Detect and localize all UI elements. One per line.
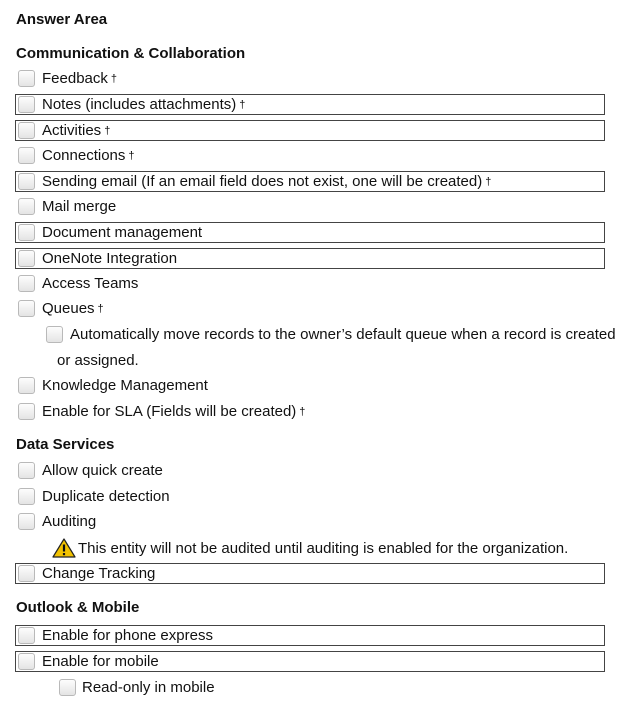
option-enable-mobile[interactable] — [15, 651, 605, 672]
readonly-mobile-label: Read-only in mobile — [82, 679, 215, 696]
feedback-checkbox[interactable] — [18, 70, 35, 87]
mail-merge-checkbox[interactable] — [18, 198, 35, 215]
connections-checkbox[interactable] — [18, 147, 35, 164]
allow-quick-create-checkbox[interactable] — [18, 462, 35, 479]
answer-area-title: Answer Area — [16, 11, 108, 28]
notes-checkbox[interactable] — [18, 96, 35, 113]
option-mail-merge[interactable] — [15, 197, 605, 218]
readonly-mobile-checkbox[interactable] — [59, 679, 76, 696]
option-activities[interactable] — [15, 120, 605, 141]
phone-express-checkbox[interactable] — [18, 627, 35, 644]
option-onenote[interactable] — [15, 248, 605, 269]
option-auditing[interactable] — [15, 512, 605, 533]
enable-sla-label: Enable for SLA (Fields will be created) — [42, 403, 297, 420]
document-management-label: Document management — [42, 224, 203, 241]
option-connections[interactable] — [15, 146, 605, 167]
auditing-label: Auditing — [42, 513, 97, 530]
change-tracking-label: Change Tracking — [42, 565, 156, 582]
access-teams-label: Access Teams — [42, 275, 139, 292]
sending-email-label: Sending email (If an email field does not exist, one will be created) — [42, 173, 483, 190]
auditing-checkbox[interactable] — [18, 513, 35, 530]
sending-email-checkbox[interactable] — [18, 173, 35, 190]
enable-sla-checkbox[interactable] — [18, 403, 35, 420]
section-data-services: Data Services — [16, 436, 115, 453]
queues-label: Queues — [42, 300, 95, 317]
option-sending-email[interactable] — [15, 171, 605, 192]
dagger-mark: † — [97, 303, 104, 315]
notes-label: Notes (includes attachments) — [42, 96, 237, 113]
connections-label: Connections — [42, 147, 126, 164]
option-queues[interactable] — [15, 299, 605, 320]
option-document-management[interactable] — [15, 222, 605, 243]
enable-mobile-label: Enable for mobile — [42, 653, 159, 670]
knowledge-management-label: Knowledge Management — [42, 377, 208, 394]
section-outlook-mobile: Outlook & Mobile — [16, 599, 140, 616]
option-notes[interactable] — [15, 94, 605, 115]
audit-warning-text: This entity will not be audited until auditing is enabled for the organization. — [78, 540, 569, 557]
dagger-mark: † — [299, 406, 306, 418]
activities-label: Activities — [42, 122, 102, 139]
auto-move-label-line2: or assigned. — [57, 352, 139, 369]
option-enable-sla[interactable] — [15, 402, 605, 423]
duplicate-detection-label: Duplicate detection — [42, 488, 170, 505]
access-teams-checkbox[interactable] — [18, 275, 35, 292]
option-duplicate-detection[interactable] — [15, 487, 605, 508]
feedback-label: Feedback — [42, 70, 108, 87]
phone-express-label: Enable for phone express — [42, 627, 213, 644]
dagger-mark: † — [128, 150, 135, 162]
option-knowledge-management[interactable] — [15, 376, 605, 397]
option-phone-express[interactable] — [15, 625, 605, 646]
dagger-mark: † — [485, 176, 492, 188]
auto-move-label-line1: Automatically move records to the owner’s default queue when a record is created — [70, 326, 616, 343]
warning-triangle-icon — [52, 538, 76, 558]
option-feedback[interactable] — [15, 69, 605, 90]
option-change-tracking[interactable] — [15, 563, 605, 584]
document-management-checkbox[interactable] — [18, 224, 35, 241]
onenote-label: OneNote Integration — [42, 250, 178, 267]
dagger-mark: † — [239, 99, 246, 111]
dagger-mark: † — [104, 125, 111, 137]
allow-quick-create-label: Allow quick create — [42, 462, 163, 479]
option-access-teams[interactable] — [15, 274, 605, 295]
enable-mobile-checkbox[interactable] — [18, 653, 35, 670]
duplicate-detection-checkbox[interactable] — [18, 488, 35, 505]
auto-move-checkbox[interactable] — [46, 326, 63, 343]
activities-checkbox[interactable] — [18, 122, 35, 139]
queues-checkbox[interactable] — [18, 300, 35, 317]
dagger-mark: † — [110, 73, 117, 85]
knowledge-management-checkbox[interactable] — [18, 377, 35, 394]
onenote-checkbox[interactable] — [18, 250, 35, 267]
mail-merge-label: Mail merge — [42, 198, 117, 215]
change-tracking-checkbox[interactable] — [18, 565, 35, 582]
option-allow-quick-create[interactable] — [15, 461, 605, 482]
section-communication: Communication & Collaboration — [16, 45, 246, 62]
